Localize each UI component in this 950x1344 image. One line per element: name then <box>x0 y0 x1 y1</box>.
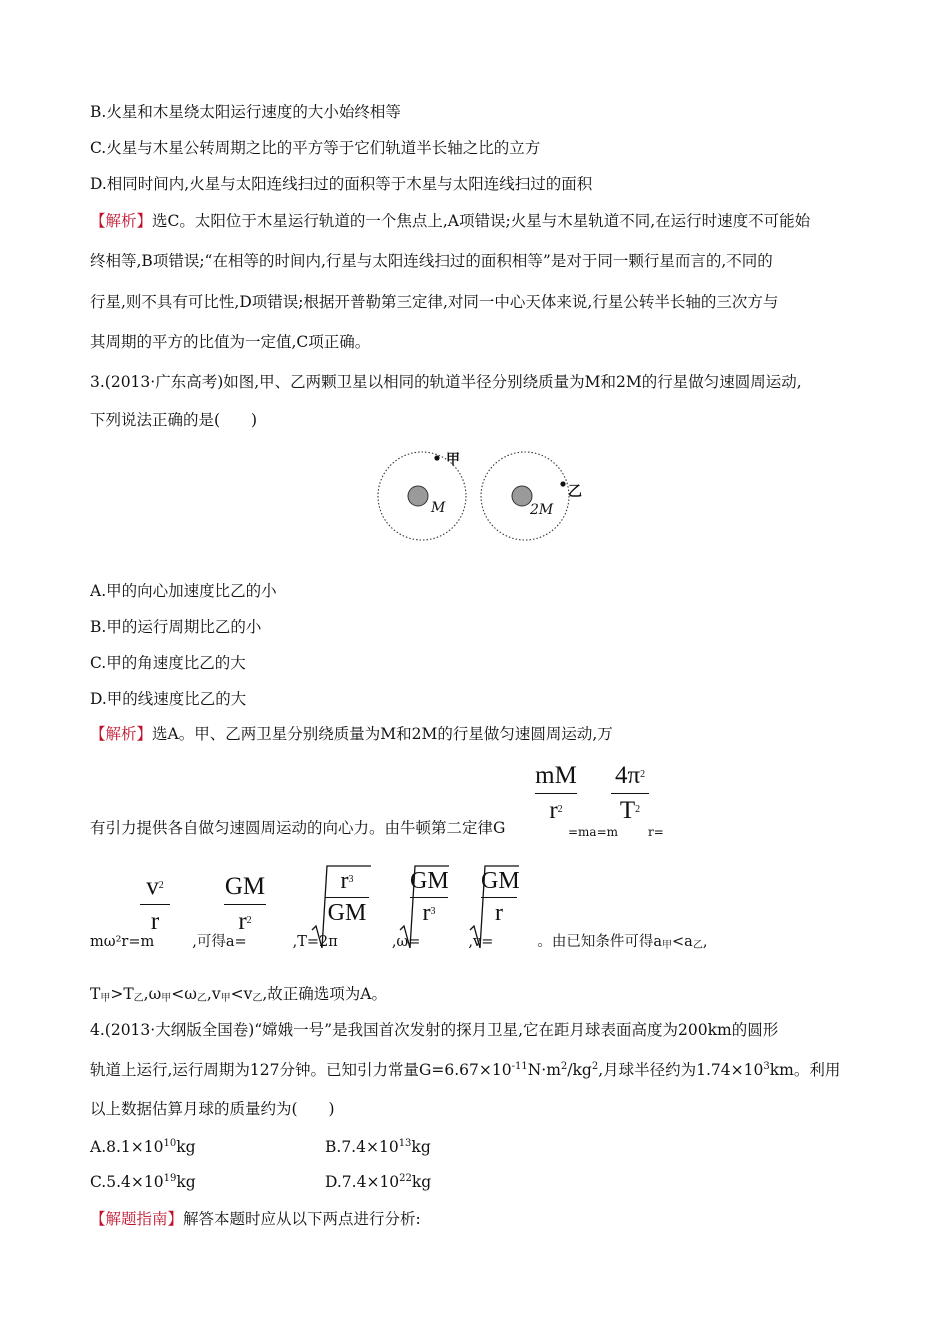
orbit-figure <box>370 446 590 546</box>
radicand-gm-over-r <box>481 868 520 927</box>
fraction-numerator: GM <box>410 868 449 894</box>
satellite-yi <box>560 481 565 486</box>
label-m: M <box>431 500 446 516</box>
fraction-denominator: $r^3$ <box>422 900 436 926</box>
fraction-numerator: $v^2$ <box>146 873 164 900</box>
analysis-tag: 【解析】 <box>90 212 153 230</box>
prev-analysis-line-3: 行星,则不具有可比性,D项错误;根据开普勒第三定律,对同一中心天体来说,行星公转半长轴的三次方与 <box>90 293 779 311</box>
q3-option-d: D.甲的线速度比乙的大 <box>90 690 247 708</box>
prev-analysis-line-2: 终相等,B项错误;“在相等的时间内,行星与太阳连线扫过的面积相等”是对于同一颗行星而言的,不同的 <box>90 252 773 270</box>
q3-analysis-line-3: mω²r=m ,可得a= ,T=2π ,ω= ,v= 。由已知条件可得$a_甲<a_乙$, <box>90 934 708 951</box>
q4-stem-line-3: 以上数据估算月球的质量约为( ) <box>90 1100 335 1118</box>
prev-analysis-line-4: 其周期的平方的比值为一定值,C项正确。 <box>90 333 371 351</box>
fraction-v2-over-r <box>140 873 170 936</box>
q3-analysis-line-2: 有引力提供各自做匀速圆周运动的向心力。由牛顿第二定律G <box>90 819 506 837</box>
prev-analysis-line-1 <box>90 211 810 231</box>
fraction-bar <box>535 793 577 794</box>
q3-stem-line-1: 3.(2013·广东高考)如图,甲、乙两颗卫星以相同的轨道半径分别绕质量为M和2M的行星做匀速圆周运动, <box>90 373 802 391</box>
label-jia: 甲 <box>446 452 460 468</box>
label-yi: 乙 <box>568 484 582 500</box>
fraction-4pi2-over-t2 <box>611 762 649 825</box>
fraction-bar <box>224 904 266 905</box>
q3-stem-line-2: 下列说法正确的是( ) <box>90 411 258 429</box>
prev-option-c: C.火星与木星公转周期之比的平方等于它们轨道半长轴之比的立方 <box>90 139 541 157</box>
q3-analysis-line-1 <box>90 724 613 744</box>
analysis-tag: 【解析】 <box>90 725 153 743</box>
q3-analysis-line-4: $T_甲>T_乙,\omega_甲<\omega_乙,v_甲<v_乙$,故正确选项为A。 <box>90 985 387 1004</box>
q4-option-c: $C.5.4\times 10^{19}kg$ <box>90 1173 196 1191</box>
q4-stem-line-1: 4.(2013·大纲版全国卷)“嫦娥一号”是我国首次发射的探月卫星,它在距月球表面高度为200km的圆形 <box>90 1021 779 1039</box>
q4-guide <box>90 1209 421 1229</box>
radicand-gm-over-r3 <box>410 868 448 927</box>
planet-2m <box>512 486 532 506</box>
fraction-denominator: $r^2$ <box>238 908 252 935</box>
fraction-bar <box>611 793 649 794</box>
fraction-numerator: GM <box>224 873 266 900</box>
q4-stem-line-2: 轨道上运行,运行周期为127分钟。已知引力常量$G=6.67\times 10^{-11}N\cdot m^2/kg^2$,月球半径约为$1.74\times 10^3km$。利用 <box>90 1061 841 1079</box>
fraction-bar <box>140 904 170 905</box>
equals-ma-m: =ma=m <box>568 825 619 839</box>
fraction-bar <box>325 897 369 898</box>
fraction-numerator: GM <box>481 868 520 894</box>
q4-option-d: $D.7.4\times 10^{22}kg$ <box>325 1173 432 1191</box>
guide-text: 解答本题时应从以下两点进行分析: <box>183 1210 421 1228</box>
fraction-bar <box>481 897 517 898</box>
fraction-denominator: r <box>495 900 503 926</box>
fraction-numerator: $r^3$ <box>340 868 354 894</box>
q4-option-b: $B.7.4\times 10^{13}kg$ <box>325 1138 431 1156</box>
guide-tag: 【解题指南】 <box>90 1210 184 1228</box>
planet-m <box>408 486 428 506</box>
label-2m: 2M <box>530 502 554 518</box>
prev-option-b: B.火星和木星绕太阳运行速度的大小始终相等 <box>90 103 401 121</box>
fraction-denominator: GM <box>327 900 367 926</box>
q3-option-b: B.甲的运行周期比乙的小 <box>90 618 262 636</box>
fraction-denominator: $r^2$ <box>549 797 563 824</box>
fraction-denominator: r <box>150 908 160 935</box>
fraction-numerator: mM <box>535 762 577 789</box>
analysis-text: 选A。甲、乙两卫星分别绕质量为M和2M的行星做匀速圆周运动,万 <box>152 725 613 743</box>
q4-option-a: $A.8.1\times 10^{10}kg$ <box>90 1138 196 1156</box>
radicand-r3-over-gm <box>325 868 369 927</box>
satellite-jia <box>434 455 439 460</box>
fraction-gm-over-r2 <box>224 873 266 936</box>
fraction-mm-over-r2 <box>535 762 577 825</box>
fraction-denominator: $T^2$ <box>619 797 641 824</box>
prev-option-d: D.相同时间内,火星与太阳连线扫过的面积等于木星与太阳连线扫过的面积 <box>90 175 593 193</box>
fraction-numerator: $4\pi^2$ <box>614 762 646 789</box>
q3-option-c: C.甲的角速度比乙的大 <box>90 654 246 672</box>
r-equals: r= <box>648 825 664 839</box>
fraction-bar <box>410 897 448 898</box>
analysis-text: 选C。太阳位于木星运行轨道的一个焦点上,A项错误;火星与木星轨道不同,在运行时速度不可能始 <box>152 212 811 230</box>
q3-option-a: A.甲的向心加速度比乙的小 <box>90 582 277 600</box>
